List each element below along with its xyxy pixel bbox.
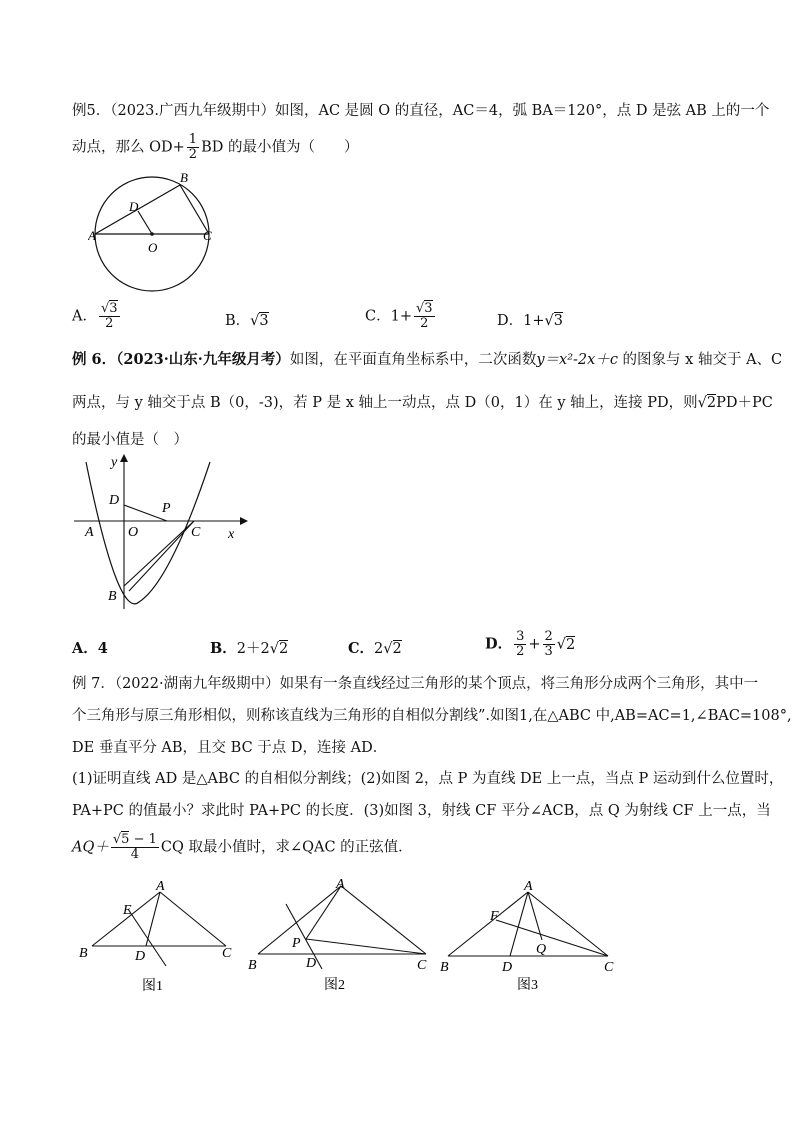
ex6-text1: 如图，在平面直角坐标系中，二次函数 (289, 352, 537, 368)
fig2-segment-pa (306, 886, 341, 939)
ex7-frac-rad: 5 (121, 832, 130, 847)
ex5-circle-figure (88, 172, 228, 297)
ex6-line3 (72, 430, 188, 450)
ex7-text6-tail: CQ 取最小值时，求∠QAC 的正弦值． (160, 839, 413, 856)
ex5-option-b: B．√3 (225, 313, 269, 329)
ex7-text5: PA+PC 的值最小？求此时 PA+PC 的长度．(3)如图 3，射线 CF 平分∠ACB，点 Q 为射线 CF 上一点，当 (72, 803, 771, 819)
ex5-fraction (187, 133, 199, 162)
ex5-opt-a-label: A． (72, 308, 97, 325)
ex5-label-b: B (180, 172, 188, 185)
fig2-side-ac (341, 886, 426, 954)
fig3-label-q: Q (536, 942, 547, 957)
ex7-frac-num-tail: − 1 (129, 832, 157, 847)
ex5-segment-od (138, 211, 152, 234)
fig2-label-a: A (336, 877, 345, 892)
ex5-center-dot (150, 232, 154, 236)
ex6-y-arrow (120, 454, 128, 462)
ex6-opt-d-n2: 2 (544, 629, 553, 644)
ex6-opt-c-pre: 2 (374, 641, 384, 657)
ex6-text1-tail: 的图象与 x 轴交于 A、C (617, 352, 783, 368)
ex6-opt-d-frac1 (514, 630, 526, 659)
ex5-line1 (72, 101, 769, 121)
ex5-option-d: D．1+√3 (497, 313, 563, 329)
ex7-line3 (72, 738, 387, 758)
ex6-text3: 的最小值是（ ） (72, 432, 188, 448)
ex5-option-c (365, 302, 437, 331)
ex7-text2: 个三角形与原三角形相似，则称该直线为三角形的自相似分割线”.如图1,在△ABC 中,AB=AC=1,∠BAC=108°, (72, 708, 792, 724)
ex7-figure-2 (244, 874, 444, 999)
fig2-caption: 图2 (324, 978, 345, 993)
fig1-label-b: B (79, 946, 88, 961)
ex5-opt-d-pre: 1+ (523, 313, 545, 329)
fig3-segment-ad (510, 892, 528, 956)
fig1-side-ac (160, 892, 226, 946)
ex5-frac-num: 1 (188, 132, 198, 147)
fig2-label-d: D (306, 956, 317, 971)
ex7-line6 (72, 833, 413, 862)
ex5-label-o: O (148, 240, 158, 255)
ex6-segment-dp (124, 505, 167, 521)
fig3-label-b: B (440, 960, 449, 975)
fig3-label-f: F (490, 909, 499, 924)
ex6-label-a: A (85, 525, 94, 540)
fig3-caption: 图3 (517, 978, 538, 993)
ex6-heading: 例 6．（2023·山东·九年级月考） (72, 351, 290, 368)
ex6-label-o: O (128, 525, 139, 540)
ex6-text2-rad: 2 (706, 395, 717, 411)
ex5-opt-c-frac: $\frac{√3}{2}$ (415, 301, 433, 331)
ex5-opt-c-label: C． (365, 308, 391, 325)
ex5-frac-den: 2 (188, 147, 198, 162)
fig1-side-ab (92, 892, 160, 946)
fig1-segment-ad (146, 892, 160, 946)
fig2-label-p: P (292, 936, 301, 951)
fig3-label-a: A (524, 879, 533, 894)
ex6-opt-d-label: D． (485, 635, 513, 653)
fig2-label-b: B (248, 958, 257, 973)
ex6-label-x: x (228, 527, 235, 542)
fig1-caption: 图1 (142, 979, 163, 994)
fig3-ray-cf (496, 920, 608, 956)
ex5-heading: 例5．（2023.广西九年级期中）如图， (72, 103, 319, 119)
ex7-figure-1 (76, 878, 246, 998)
ex6-option-c: C．2√2 (348, 640, 402, 657)
ex6-label-b: B (108, 589, 117, 604)
ex5-line2 (72, 133, 358, 162)
fig3-label-d: D (502, 960, 513, 975)
ex6-line1 (72, 350, 782, 370)
ex7-line2 (72, 706, 792, 726)
fig2-label-c: C (417, 958, 427, 973)
ex5-text2a: 动点，那么 OD+ (72, 139, 185, 156)
ex7-figure-3 (438, 878, 628, 1000)
ex5-opt-a-rad: 3 (109, 301, 118, 316)
ex5-opt-c-rad: 3 (424, 301, 433, 316)
fig1-label-d: D (135, 949, 146, 964)
ex7-text6-pre: AQ＋ (72, 839, 109, 856)
ex6-opt-a: A．4 (72, 640, 108, 657)
ex5-option-a (72, 302, 122, 331)
ex6-opt-d-rad: 2 (566, 636, 576, 653)
ex5-opt-c-den: 2 (420, 316, 429, 331)
ex5-opt-b-label: B． (225, 313, 251, 329)
fig2-segment-pc (306, 939, 426, 954)
ex7-line5 (72, 801, 771, 821)
ex5-label-a: A (88, 228, 96, 243)
ex7-text3: DE 垂直平分 AB，且交 BC 于点 D，连接 AD． (72, 740, 388, 756)
ex7-text4: (1)证明直线 AD 是△ABC 的自相似分割线；(2)如图 2，点 P 为直线 DE 上一点，当点 P 运动到什么位置时， (72, 771, 784, 787)
ex5-opt-d-label: D． (497, 313, 524, 329)
ex7-line4 (72, 769, 783, 789)
ex5-label-c: C (203, 228, 212, 243)
ex6-option-d: D． $\frac{3}{2}$ + $\frac{2}{3}$ √2 (485, 629, 576, 659)
ex6-opt-d-d1: 2 (516, 644, 525, 659)
ex6-opt-c-rad: 2 (392, 641, 402, 657)
ex6-x-arrow (240, 517, 248, 525)
ex6-label-y: y (111, 455, 118, 470)
ex5-text1: AC 是圆 O 的直径，AC＝4，弧 BA＝120°，点 D 是弦 AB 上的一个 (318, 103, 770, 119)
ex6-option-b: B．2＋2√2 (210, 640, 289, 657)
ex5-opt-a-den: 2 (105, 316, 114, 331)
ex6-opt-b-pre: 2＋2 (236, 641, 270, 657)
ex6-line2: 两点，与 y 轴交于点 B（0，-3)，若 P 是 x 轴上一动点，点 D（0，1）在 y 轴上，连接 PD，则√2PD＋PC (72, 395, 773, 411)
ex6-segment-bc2 (129, 521, 194, 591)
ex6-parabola-figure (72, 452, 252, 612)
ex7-frac-den: 4 (130, 847, 139, 862)
ex6-opt-c-label: C． (348, 640, 375, 657)
ex5-label-d: D (129, 199, 139, 214)
fig1-label-e: E (123, 903, 132, 918)
ex6-opt-d-n1: 3 (516, 629, 525, 644)
ex6-function: y＝x²-2x＋c (536, 352, 618, 368)
ex7-text1: 例 7．（2022·湖南九年级期中）如果有一条直线经过三角形的某个顶点，将三角形分成两个三角形，其中一 (72, 676, 759, 692)
ex6-opt-d-d2: 3 (544, 644, 553, 659)
ex6-text2: 两点，与 y 轴交于点 B（0，-3)，若 P 是 x 轴上一动点，点 D（0，1）在 y 轴上，连接 PD，则 (72, 395, 698, 411)
ex5-chord-bc (180, 185, 209, 234)
ex7-fraction: $\frac{√5 - 1}{4}$ (112, 832, 157, 862)
fig1-label-a: A (156, 879, 165, 894)
ex5-opt-a-frac: $\frac{√3}{2}$ (100, 301, 118, 331)
fig3-side-ab (448, 892, 528, 956)
ex7-line1 (72, 674, 758, 694)
ex5-opt-b-rad: 3 (259, 313, 269, 329)
ex6-opt-d-plus: + (528, 636, 541, 653)
ex6-opt-d-frac2 (543, 630, 555, 659)
ex5-opt-c-pre: 1+ (390, 308, 412, 325)
ex5-opt-d-rad: 3 (553, 313, 563, 329)
ex5-text2b: BD 的最小值为（ ） (201, 139, 359, 156)
ex6-label-d: D (109, 493, 120, 508)
ex6-opt-b-label: B． (210, 640, 237, 657)
ex6-option-a (72, 637, 108, 658)
fig3-label-c: C (604, 960, 614, 975)
fig1-bisector-de (128, 909, 166, 966)
ex6-opt-b-rad: 2 (278, 641, 289, 657)
fig1-label-c: C (222, 946, 232, 961)
ex6-text2-tail: PD＋PC (716, 395, 773, 411)
ex6-label-c: C (191, 525, 201, 540)
ex6-label-p: P (162, 501, 171, 516)
